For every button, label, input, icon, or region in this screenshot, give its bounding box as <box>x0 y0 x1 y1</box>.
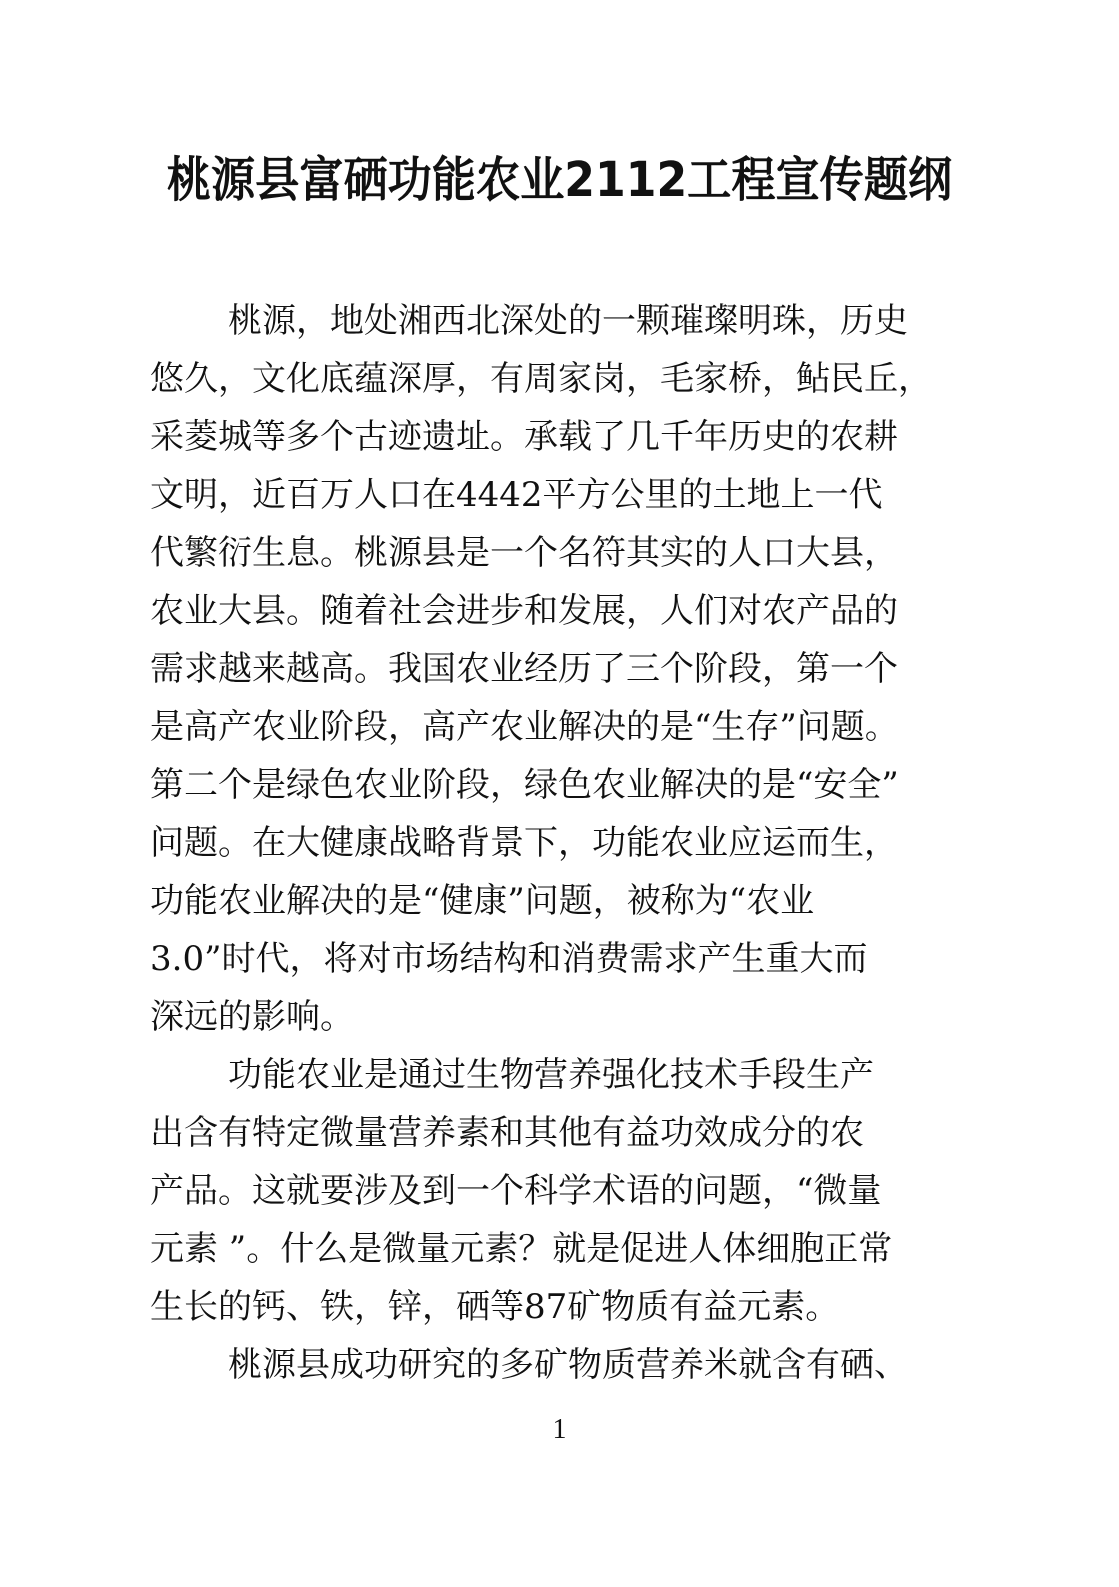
paragraph-line: 生长的钙、铁，锌，硒等87矿物质有益元素。 <box>150 1287 840 1327</box>
paragraph-3 <box>150 1336 980 1394</box>
paragraph-line: 功能农业是通过生物营养强化技术手段生产 <box>228 1055 874 1095</box>
paragraph-line: 功能农业解决的是“健康”问题，被称为“农业 <box>150 881 815 921</box>
paragraph-line: 出含有特定微量营养素和其他有益功效成分的农 <box>150 1113 864 1153</box>
paragraph-line: 悠久，文化底蕴深厚，有周家岗，毛家桥，鲇民丘， <box>150 359 932 399</box>
paragraph-line: 文明，近百万人口在4442平方公里的土地上一代 <box>150 475 883 515</box>
paragraph-1 <box>150 292 980 1046</box>
paragraph-line: 需求越来越高。我国农业经历了三个阶段，第一个 <box>150 649 898 689</box>
paragraph-line: 桃源，地处湘西北深处的一颗璀璨明珠，历史 <box>228 301 908 341</box>
paragraph-line: 农业大县。随着社会进步和发展，人们对农产品的 <box>150 591 898 631</box>
paragraph-line: 元素 ”。什么是微量元素？就是促进人体细胞正常 <box>150 1229 893 1269</box>
paragraph-line: 问题。在大健康战略背景下，功能农业应运而生， <box>150 823 898 863</box>
paragraph-line: 代繁衍生息。桃源县是一个名符其实的人口大县， <box>150 533 898 573</box>
document-body <box>150 292 980 1394</box>
paragraph-2 <box>150 1046 980 1336</box>
paragraph-line: 是高产农业阶段，高产农业解决的是“生存”问题。 <box>150 707 899 747</box>
page-number: 1 <box>552 1414 567 1445</box>
document-title: 桃源县富硒功能农业2112工程宣传题纲 <box>166 152 953 208</box>
paragraph-line: 第二个是绿色农业阶段，绿色农业解决的是“安全” <box>150 765 899 805</box>
paragraph-line: 3.0”时代，将对市场结构和消费需求产生重大而 <box>150 939 868 979</box>
paragraph-line: 产品。这就要涉及到一个科学术语的问题，“微量 <box>150 1171 882 1211</box>
paragraph-line: 桃源县成功研究的多矿物质营养米就含有硒、 <box>228 1345 908 1385</box>
paragraph-line: 深远的影响。 <box>150 997 354 1037</box>
paragraph-line: 采菱城等多个古迹遗址。承载了几千年历史的农耕 <box>150 417 898 457</box>
